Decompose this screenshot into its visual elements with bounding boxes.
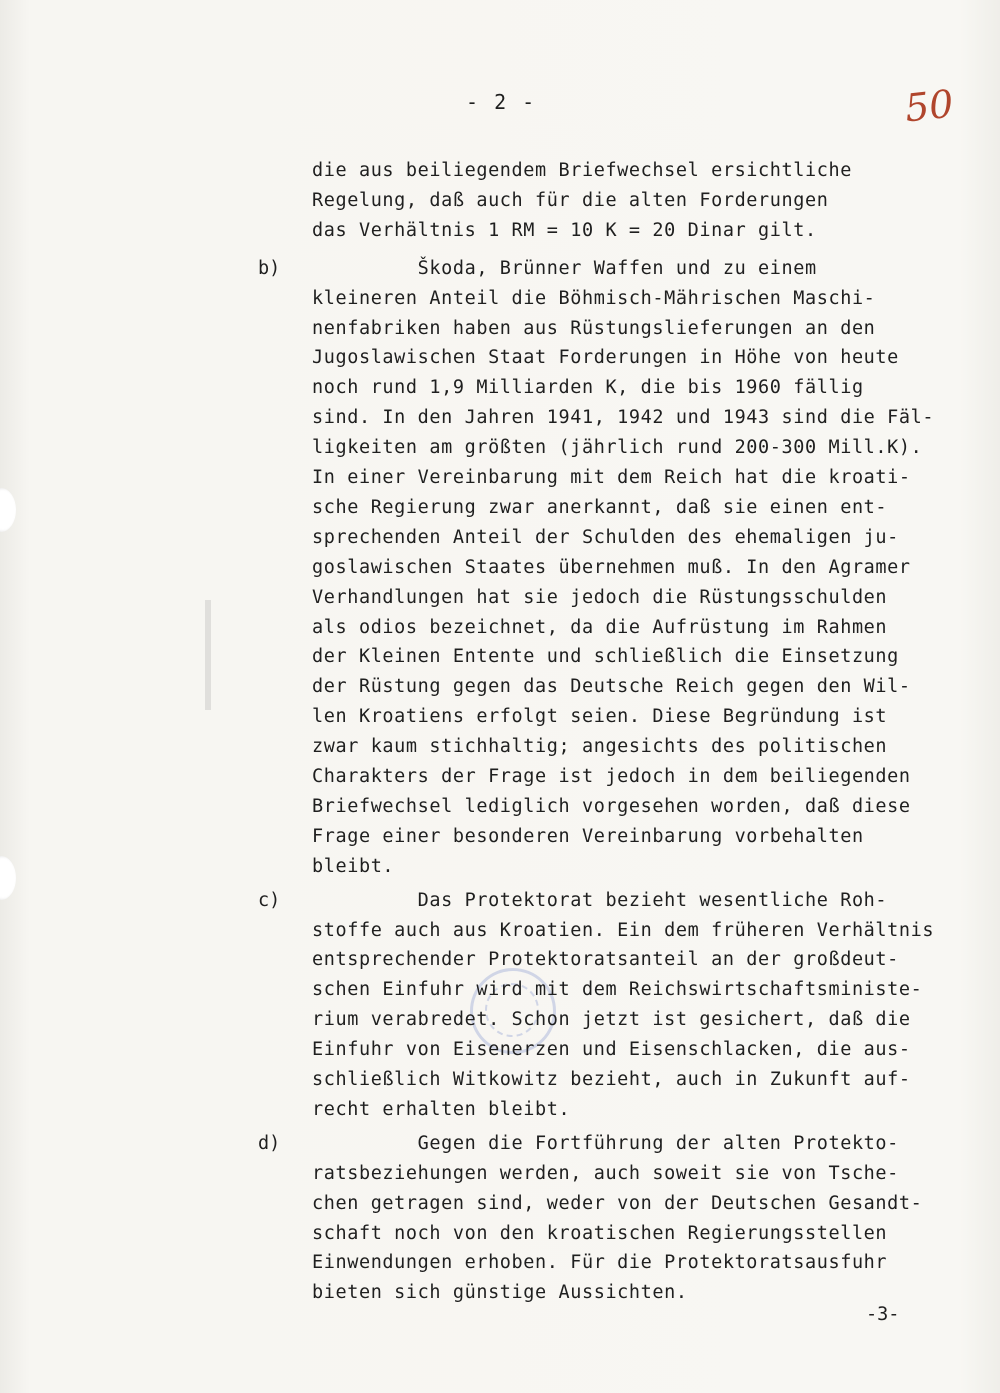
text-line: sprechenden Anteil der Schulden des ehemaligen ju- [312, 526, 899, 548]
continuation-marker: -3- [866, 1304, 900, 1325]
text-line: bieten sich günstige Aussichten. [312, 1282, 688, 1304]
handwritten-folio-number: 50 [902, 81, 956, 131]
text-line: zwar kaum stichhaltig; angesichts des politischen [312, 736, 888, 758]
text-line: der Rüstung gegen das Deutsche Reich gegen den Wil- [312, 676, 911, 698]
text-line: goslawischen Staates übernehmen muß. In den Agramer [312, 556, 911, 578]
text-line: kleineren Anteil die Böhmisch-Mährischen Maschi- [312, 287, 876, 309]
text-line: Regelung, daß auch für die alten Forderungen [312, 189, 829, 211]
margin-mark [205, 600, 211, 710]
text-line: Škoda, Brünner Waffen und zu einem [312, 257, 817, 279]
text-line: die aus beiliegendem Briefwechsel ersichtliche [312, 160, 852, 181]
text-line: das Verhältnis 1 RM = 10 K = 20 Dinar gilt. [312, 219, 817, 241]
text-line: Charakters der Frage ist jedoch in dem beiliegenden [312, 766, 911, 787]
text-line: Gegen die Fortführung der alten Protekto- [312, 1132, 899, 1154]
section-marker: b) [258, 257, 281, 279]
punch-hole-bottom [0, 856, 16, 900]
section-marker: c) [258, 889, 281, 911]
punch-hole-top [0, 488, 16, 532]
text-line: stoffe auch aus Kroatien. Ein dem früheren Verhältnis [312, 919, 935, 941]
text-line: sche Regierung zwar anerkannt, daß sie einen ent- [312, 496, 888, 518]
text-line: ligkeiten am größten (jährlich rund 200-300 Mill.K). [312, 437, 923, 459]
text-line: recht erhalten bleibt. [312, 1098, 571, 1120]
text-line: sind. In den Jahren 1941, 1942 und 1943 sind die Fäl- [312, 407, 935, 429]
text-line: Das Protektorat bezieht wesentliche Roh- [312, 889, 888, 911]
text-line: noch rund 1,9 Milliarden K, die bis 1960 fällig [312, 377, 864, 399]
text-line: In einer Vereinbarung mit dem Reich hat die kroati- [312, 467, 911, 488]
text-line: entsprechender Protektoratsanteil an der großdeut- [312, 949, 899, 971]
text-line: ratsbeziehungen werden, auch soweit sie von Tsche- [312, 1162, 899, 1184]
text-line: schließlich Witkowitz bezieht, auch in Zukunft auf- [312, 1069, 911, 1090]
text-line: der Kleinen Entente und schließlich die Einsetzung [312, 646, 899, 668]
text-line: rium verabredet. Schon jetzt ist gesichert, daß die [312, 1009, 911, 1031]
text-line: Verhandlungen hat sie jedoch die Rüstungsschulden [312, 586, 888, 608]
text-line: nenfabriken haben aus Rüstungslieferungen an den [312, 317, 876, 339]
text-line: chen getragen sind, weder von der Deutschen Gesandt- [312, 1192, 923, 1214]
page-number: - 2 - [466, 90, 537, 114]
text-line: Briefwechsel lediglich vorgesehen worden, daß diese [312, 795, 911, 817]
text-line: schen Einfuhr wird mit dem Reichswirtschaftsministe- [312, 979, 923, 1001]
text-line: bleibt. [312, 855, 395, 877]
text-line: Einfuhr von Eisenerzen und Eisenschlacken, die aus- [312, 1039, 911, 1061]
text-line: schaft noch von den kroatischen Regierungsstellen [312, 1222, 888, 1244]
text-line: Frage einer besonderen Vereinbarung vorbehalten [312, 825, 864, 847]
text-line: Einwendungen erhoben. Für die Protektoratsausfuhr [312, 1252, 888, 1274]
text-line: Jugoslawischen Staat Forderungen in Höhe von heute [312, 347, 899, 369]
text-line: len Kroatiens erfolgt seien. Diese Begründung ist [312, 706, 888, 728]
text-line: als odios bezeichnet, da die Aufrüstung im Rahmen [312, 616, 888, 638]
section-marker: d) [258, 1132, 281, 1154]
